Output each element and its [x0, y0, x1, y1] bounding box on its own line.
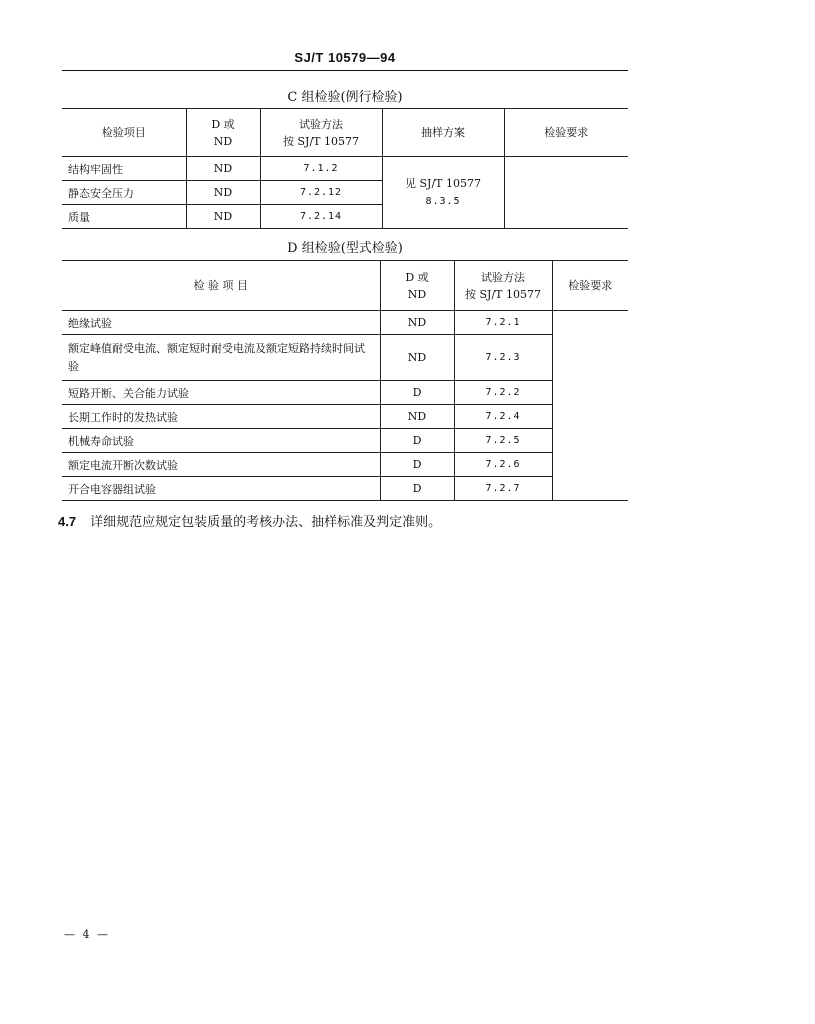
row-item: 静态安全压力 — [62, 181, 186, 205]
clause-text: 详细规范应规定包装质量的考核办法、抽样标准及判定准则。 — [90, 515, 442, 530]
table-row — [62, 157, 628, 181]
requirement-cell — [504, 157, 628, 229]
header-requirement: 检验要求 — [504, 109, 628, 157]
row-method: 7.2.3 — [454, 335, 552, 381]
header-d-or-nd: D 或 ND — [380, 261, 454, 311]
table-row — [62, 311, 628, 335]
row-method: 7.2.5 — [454, 429, 552, 453]
page-number: — 4 — — [64, 928, 110, 941]
header-sampling-plan: 抽样方案 — [382, 109, 504, 157]
row-d-or-nd: D — [380, 477, 454, 501]
row-method: 7.2.1 — [454, 311, 552, 335]
table-row — [62, 453, 628, 477]
header-d-or-nd: D 或 ND — [186, 109, 260, 157]
row-d-or-nd: ND — [380, 335, 454, 381]
row-d-or-nd: D — [380, 453, 454, 477]
row-method: 7.2.6 — [454, 453, 552, 477]
header-test-method: 试验方法 按 SJ/T 10577 — [454, 261, 552, 311]
table-d — [62, 260, 628, 501]
header-item: 检 验 项 目 — [62, 261, 380, 311]
row-item: 额定电流开断次数试验 — [62, 453, 380, 477]
table-row — [62, 429, 628, 453]
row-d-or-nd: D — [380, 429, 454, 453]
table-row — [62, 381, 628, 405]
row-d-or-nd: ND — [186, 157, 260, 181]
header-item: 检验项目 — [62, 109, 186, 157]
table-row — [62, 335, 628, 381]
table-row — [62, 477, 628, 501]
row-method: 7.2.12 — [260, 181, 382, 205]
row-method: 7.2.14 — [260, 205, 382, 229]
row-d-or-nd: ND — [380, 311, 454, 335]
row-method: 7.2.2 — [454, 381, 552, 405]
row-item: 质量 — [62, 205, 186, 229]
row-d-or-nd: ND — [380, 405, 454, 429]
row-d-or-nd: D — [380, 381, 454, 405]
row-method: 7.2.4 — [454, 405, 552, 429]
requirement-cell — [552, 311, 628, 501]
row-method: 7.1.2 — [260, 157, 382, 181]
header-requirement: 检验要求 — [552, 261, 628, 311]
header-rule — [62, 70, 628, 71]
clause-4-7 — [58, 511, 441, 530]
table-d-header-row — [62, 261, 628, 311]
row-item: 结构牢固性 — [62, 157, 186, 181]
row-item: 机械寿命试验 — [62, 429, 380, 453]
row-item: 额定峰值耐受电流、额定短时耐受电流及额定短路持续时间试验 — [62, 335, 380, 381]
table-c — [62, 108, 628, 229]
row-d-or-nd: ND — [186, 205, 260, 229]
header-test-method: 试验方法 按 SJ/T 10577 — [260, 109, 382, 157]
table-d-caption: D 组检验(型式检验) — [287, 241, 403, 256]
row-item: 开合电容器组试验 — [62, 477, 380, 501]
row-item: 短路开断、关合能力试验 — [62, 381, 380, 405]
clause-number: 4.7 — [58, 514, 77, 529]
table-row — [62, 405, 628, 429]
sampling-plan-cell: 见 SJ/T 10577 8.3.5 — [382, 157, 504, 229]
document-id: SJ/T 10579—94 — [294, 50, 396, 65]
row-method: 7.2.7 — [454, 477, 552, 501]
table-c-header-row — [62, 109, 628, 157]
row-d-or-nd: ND — [186, 181, 260, 205]
row-item: 长期工作时的发热试验 — [62, 405, 380, 429]
table-c-caption: C 组检验(例行检验) — [287, 90, 403, 105]
row-item: 绝缘试验 — [62, 311, 380, 335]
